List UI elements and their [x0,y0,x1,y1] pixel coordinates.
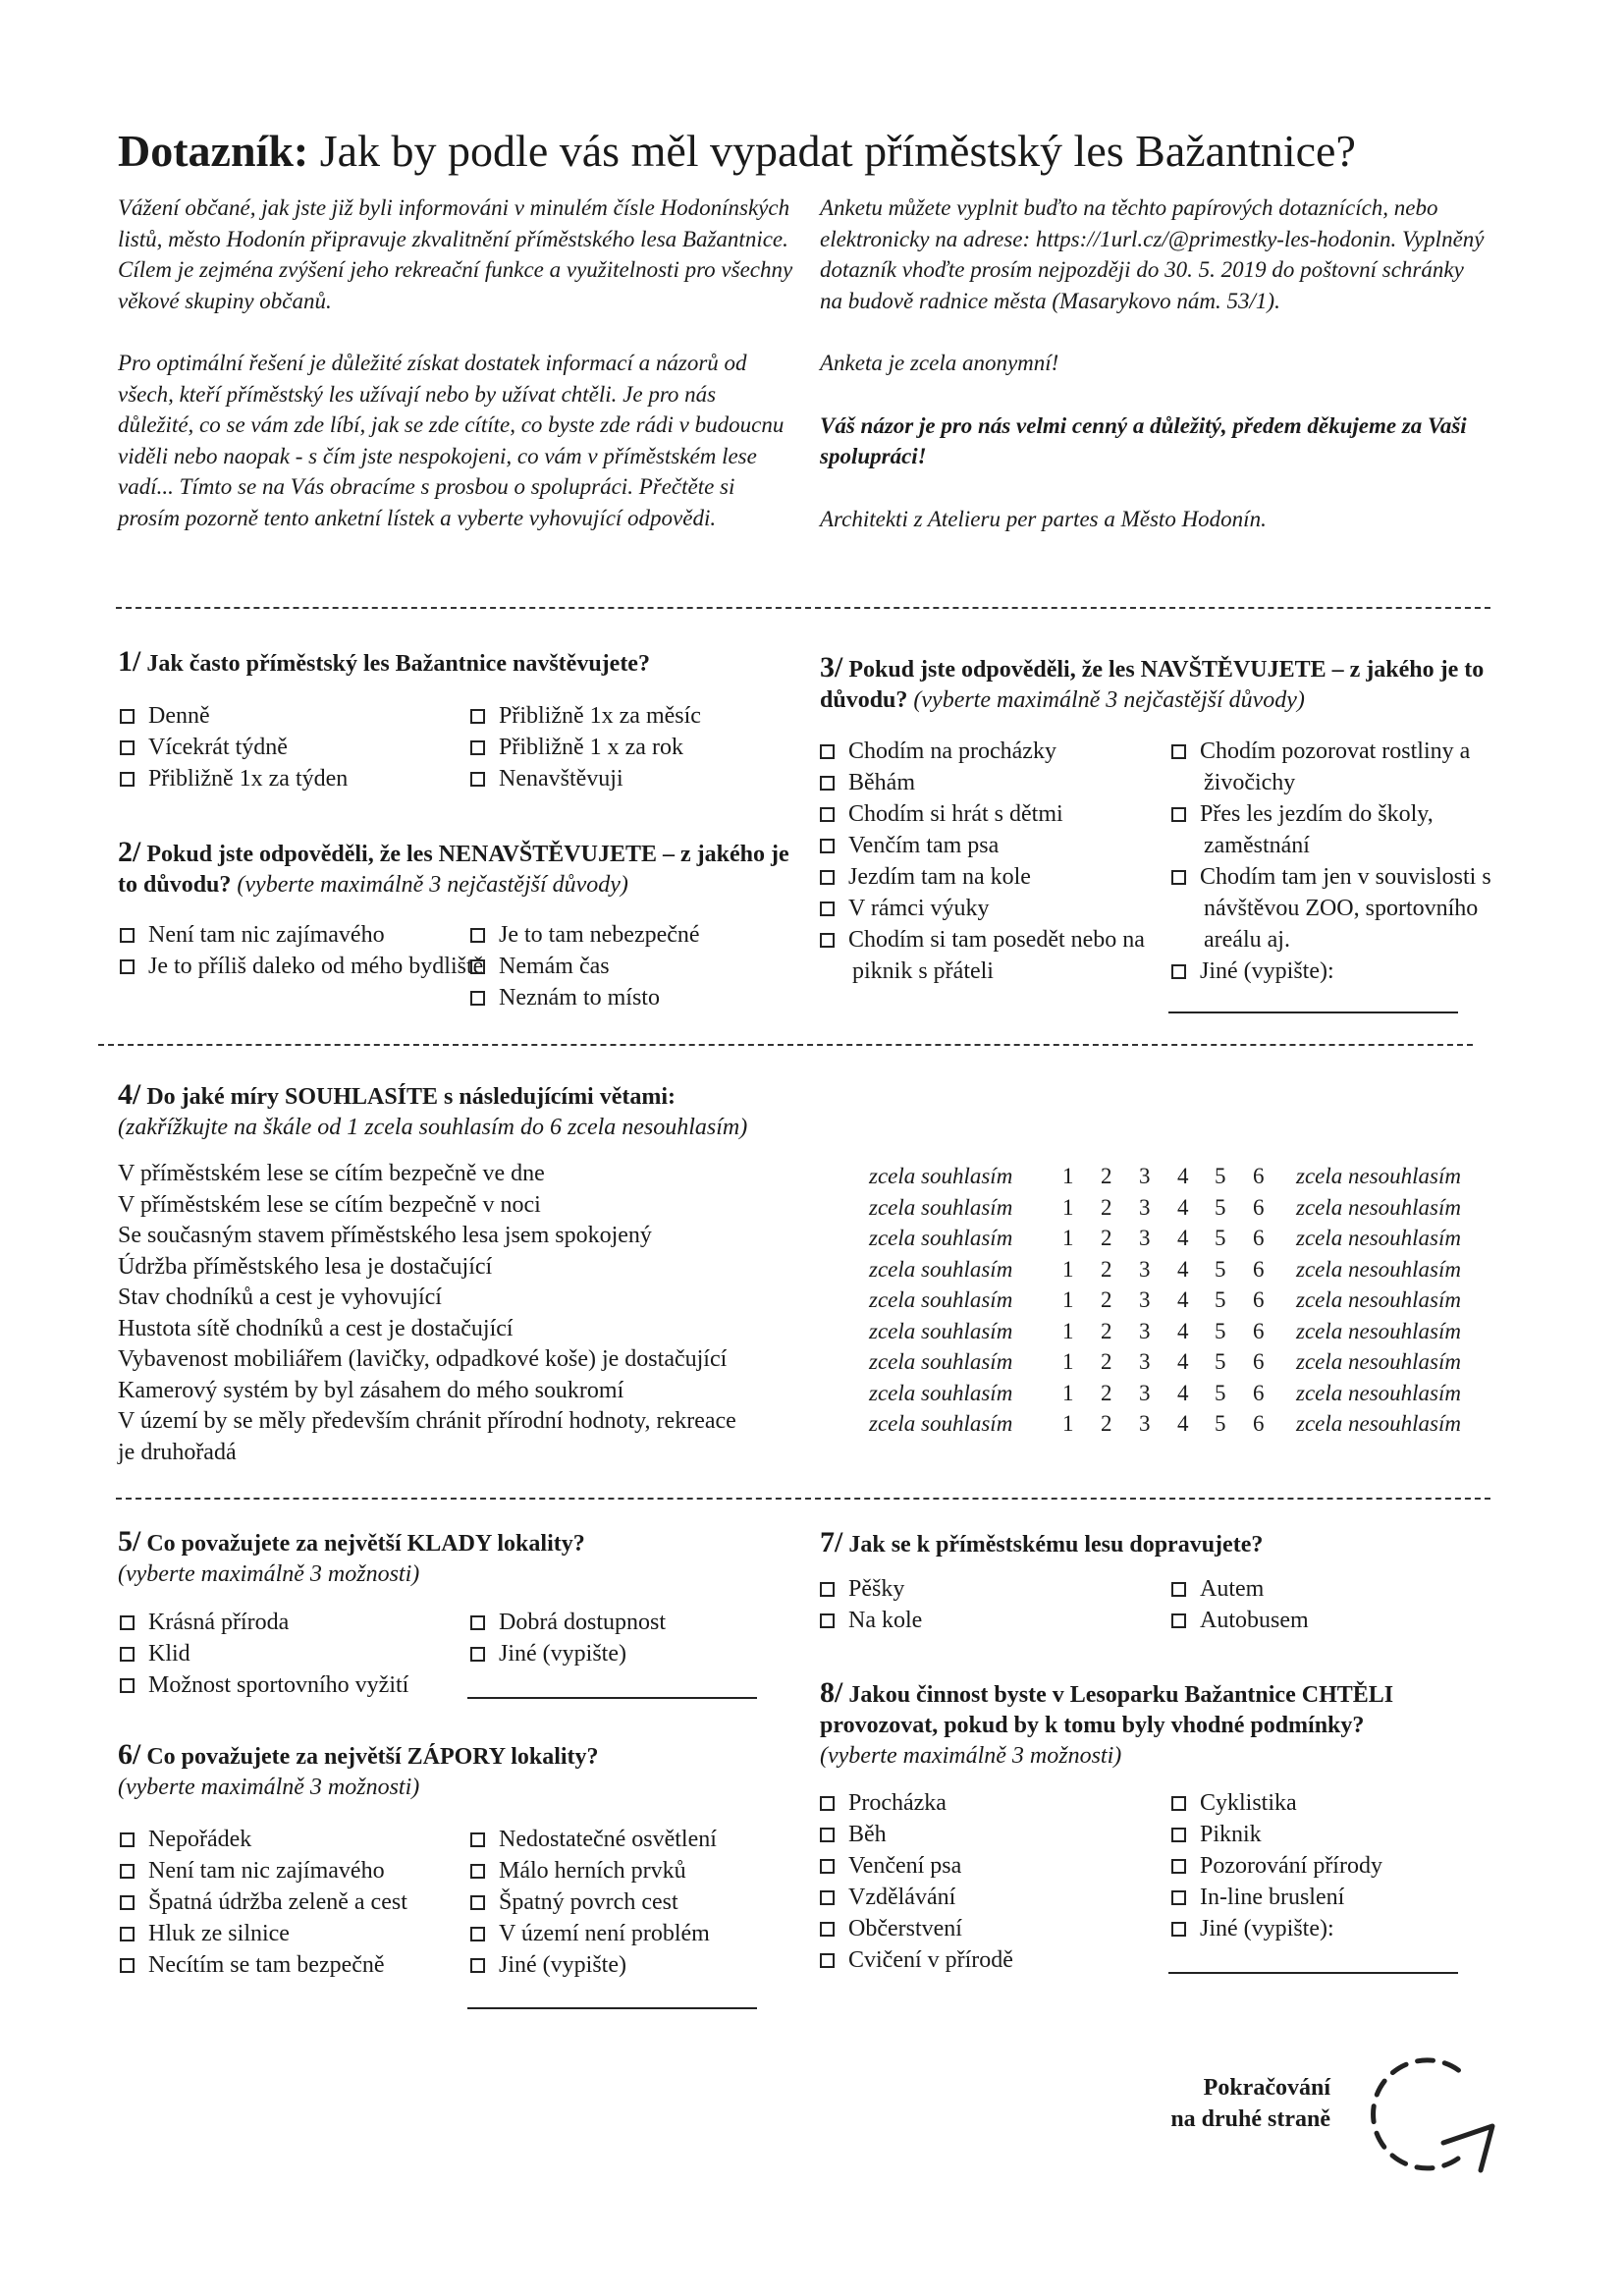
intro-right [820,192,1488,566]
scale-right-label: zcela nesouhlasím [1296,1195,1462,1220]
question-5 [118,1526,805,1590]
intro-anonymous: Anketa je zcela anonymní! [820,351,1059,375]
continue-note [1129,2072,1330,2135]
question-6 [118,1739,805,1803]
option-q3[interactable]: V rámci výuky [820,893,990,924]
scale-right-label: zcela nesouhlasím [1296,1319,1462,1343]
question-text: Pokud jste odpověděli, že les NENAVŠTĚVUJETE – z jakého je to důvodu? [118,842,789,898]
scale-value[interactable]: 4 [1177,1349,1189,1374]
scale-value[interactable]: 2 [1101,1411,1112,1436]
scale-value[interactable]: 1 [1062,1349,1074,1374]
scale-value[interactable]: 6 [1253,1319,1265,1343]
checkbox-icon[interactable] [470,1927,485,1941]
statement: Údržba příměstského lesa je dostačující [118,1254,493,1280]
scale-value[interactable]: 5 [1215,1349,1226,1374]
scale-value[interactable]: 2 [1101,1349,1112,1374]
question-3 [820,652,1488,716]
option-q6[interactable]: Necítím se tam bezpečně [120,1949,385,1981]
scale-value[interactable]: 3 [1139,1164,1151,1188]
question-1 [118,646,805,680]
option-q8[interactable]: Občerstvení [820,1913,962,1944]
checkbox-icon[interactable] [820,1828,835,1842]
scale-value[interactable]: 4 [1177,1226,1189,1250]
checkbox-icon[interactable] [1171,964,1186,979]
option-q8[interactable]: Piknik [1171,1819,1262,1850]
checkbox-icon[interactable] [470,1895,485,1910]
scale-value[interactable]: 1 [1062,1411,1074,1436]
intro-signature: Architekti z Atelieru per partes a Město Hodonín. [820,506,1267,531]
option-q2[interactable]: Neznám to místo [470,982,660,1013]
option-q6[interactable]: Nepořádek [120,1824,251,1855]
question-hint: (vyberte maximálně 3 nejčastější důvody) [913,687,1305,713]
option-q3[interactable]: Chodím si tam posedět nebo na piknik s přáteli [820,924,1176,987]
checkbox-icon[interactable] [1171,1922,1186,1937]
write-in-line[interactable] [1168,1972,1458,1974]
checkbox-icon[interactable] [1171,1890,1186,1905]
scale-value[interactable]: 1 [1062,1195,1074,1220]
scale-value[interactable]: 4 [1177,1319,1189,1343]
option-q5[interactable]: Klid [120,1638,190,1669]
scale-value[interactable]: 5 [1215,1411,1226,1436]
option-q8[interactable]: Pozorování přírody [1171,1850,1382,1882]
scale-value[interactable]: 3 [1139,1319,1151,1343]
scale-value[interactable]: 4 [1177,1257,1189,1282]
checkbox-icon[interactable] [1171,1613,1186,1628]
checkbox-icon[interactable] [120,1927,135,1941]
scale-left-label: zcela souhlasím [869,1164,1013,1188]
option-q1[interactable]: Přibližně 1x za týden [120,763,348,794]
statement: Kamerový systém by byl zásahem do mého soukromí [118,1378,624,1403]
scale-right-label: zcela nesouhlasím [1296,1257,1462,1282]
checkbox-icon[interactable] [470,772,485,787]
option-q6[interactable]: Špatný povrch cest [470,1886,678,1918]
checkbox-icon[interactable] [820,744,835,759]
option-q8[interactable]: Cyklistika [1171,1787,1297,1819]
option-q8[interactable]: Venčení psa [820,1850,961,1882]
checkbox-icon[interactable] [120,740,135,755]
option-q3[interactable]: Chodím si hrát s dětmi [820,798,1063,830]
checkbox-icon[interactable] [470,1647,485,1662]
checkbox-icon[interactable] [1171,1828,1186,1842]
option-q6[interactable]: Nedostatečné osvětlení [470,1824,717,1855]
checkbox-icon[interactable] [470,1615,485,1630]
statement: Vybavenost mobiliářem (lavičky, odpadkové koše) je dostačující [118,1346,728,1372]
intro-paragraph: Vážení občané, jak jste již byli informováni v minulém čísle Hodonínských listů, město Hodonín připravuje zkvalitnění příměstského lesa Bažantnice. Cílem je zejména zvýšení jeho rekreační funkce a využitelnosti pro všechny věkové skupiny občanů. [118,195,793,313]
scale-value[interactable]: 6 [1253,1411,1265,1436]
option-q3[interactable]: Chodím pozorovat rostliny a živočichy [1171,736,1528,798]
scale-value[interactable]: 4 [1177,1287,1189,1312]
checkbox-icon[interactable] [820,1796,835,1811]
scale-value[interactable]: 6 [1253,1287,1265,1312]
scale-left-label: zcela souhlasím [869,1349,1013,1374]
option-q6[interactable]: V území není problém [470,1918,710,1949]
checkbox-icon[interactable] [120,1864,135,1879]
option-q3[interactable]: Chodím na procházky [820,736,1056,767]
scale-value[interactable]: 1 [1062,1319,1074,1343]
option-q5[interactable]: Možnost sportovního vyžití [120,1669,408,1701]
checkbox-icon[interactable] [820,1922,835,1937]
option-q2[interactable]: Je to příliš daleko od mého bydliště [120,951,486,982]
checkbox-icon[interactable] [120,1958,135,1973]
statement: Stav chodníků a cest je vyhovující [118,1285,442,1310]
option-q5[interactable]: Krásná příroda [120,1607,289,1638]
option-q8[interactable]: Vzdělávání [820,1882,955,1913]
question-number: 5/ [118,1525,141,1558]
scale-right-label: zcela nesouhlasím [1296,1164,1462,1188]
scale-right-label: zcela nesouhlasím [1296,1349,1462,1374]
question-text: Pokud jste odpověděli, že les NAVŠTĚVUJETE – z jakého je to důvodu? [820,657,1485,713]
intro-instructions: Anketu můžete vyplnit buďto na těchto papírových dotaznících, nebo elektronicky na adrese: https://1url.cz/@primestky-les-hodonin. Vyplněný dotazník vhoďte prosím nejpozději do 30. 5. 2019 do poštovní schránky na budově radnice města (Masarykovo nám. 53/1). [820,195,1485,313]
question-4 [118,1079,1100,1143]
scale-value[interactable]: 5 [1215,1226,1226,1250]
scale-value[interactable]: 5 [1215,1257,1226,1282]
question-hint: (zakřížkujte na škále od 1 zcela souhlasím do 6 zcela nesouhlasím) [118,1115,748,1140]
option-q2[interactable]: Není tam nic zajímavého [120,919,385,951]
checkbox-icon[interactable] [1171,744,1186,759]
scale-value[interactable]: 1 [1062,1257,1074,1282]
question-7 [820,1527,1488,1560]
continue-line: Pokračování [1203,2075,1330,2101]
option-q3[interactable]: Přes les jezdím do školy, zaměstnání [1171,798,1528,861]
option-q1[interactable]: Nenavštěvuji [470,763,623,794]
scale-value[interactable]: 2 [1101,1319,1112,1343]
option-q5[interactable]: Dobrá dostupnost [470,1607,666,1638]
checkbox-icon[interactable] [820,776,835,791]
scale-left-label: zcela souhlasím [869,1195,1013,1220]
option-q3[interactable]: Chodím tam jen v souvislosti s návštěvou ZOO, sportovního areálu aj. [1171,861,1528,956]
checkbox-icon[interactable] [120,772,135,787]
question-text: Do jaké míry SOUHLASÍTE s následujícími větami: [146,1084,677,1110]
scale-value[interactable]: 3 [1139,1349,1151,1374]
option-q2[interactable]: Nemám čas [470,951,610,982]
scale-value[interactable]: 4 [1177,1381,1189,1405]
statement: Se současným stavem příměstského lesa jsem spokojený [118,1223,652,1248]
statement: V území by se měly především chránit přírodní hodnoty, rekreace je druhořadá [118,1408,736,1465]
statement: V příměstském lese se cítím bezpečně ve dne [118,1161,545,1186]
checkbox-icon[interactable] [820,870,835,885]
divider [116,1498,1490,1500]
scale-value[interactable]: 4 [1177,1411,1189,1436]
option-q1[interactable]: Přibližně 1 x za rok [470,732,683,763]
checkbox-icon[interactable] [470,709,485,724]
scale-value[interactable]: 6 [1253,1195,1265,1220]
option-q1[interactable]: Přibližně 1x za měsíc [470,700,701,732]
scale-left-label: zcela souhlasím [869,1226,1013,1250]
statement: Hustota sítě chodníků a cest je dostačující [118,1316,514,1341]
checkbox-icon[interactable] [820,1613,835,1628]
checkbox-icon[interactable] [820,1582,835,1597]
question-hint: (vyberte maximálně 3 možnosti) [118,1561,420,1587]
scale-left-label: zcela souhlasím [869,1319,1013,1343]
question-text: Co považujete za největší ZÁPORY lokality? [146,1744,599,1770]
continue-line: na druhé straně [1170,2106,1330,2132]
scale-value[interactable]: 2 [1101,1381,1112,1405]
scale-value[interactable]: 3 [1139,1381,1151,1405]
option-q8[interactable]: Procházka [820,1787,947,1819]
divider [98,1044,1473,1046]
scale-value[interactable]: 2 [1101,1164,1112,1188]
option-q1[interactable]: Denně [120,700,210,732]
turn-page-icon [1345,2033,1502,2190]
option-q8[interactable]: In-line bruslení [1171,1882,1344,1913]
scale-value[interactable]: 5 [1215,1195,1226,1220]
checkbox-icon[interactable] [120,1832,135,1847]
scale-value[interactable]: 4 [1177,1195,1189,1220]
checkbox-icon[interactable] [1171,807,1186,822]
option-q6[interactable]: Hluk ze silnice [120,1918,290,1949]
scale-value[interactable]: 6 [1253,1381,1265,1405]
option-q6[interactable]: Špatná údržba zeleně a cest [120,1886,407,1918]
scale-value[interactable]: 6 [1253,1349,1265,1374]
question-number: 1/ [118,645,141,678]
question-text: Jak se k příměstskému lesu dopravujete? [848,1532,1264,1558]
checkbox-icon[interactable] [470,991,485,1006]
checkbox-icon[interactable] [820,933,835,948]
scale-value[interactable]: 3 [1139,1287,1151,1312]
scale-value[interactable]: 6 [1253,1164,1265,1188]
scale-right-label: zcela nesouhlasím [1296,1287,1462,1312]
checkbox-icon[interactable] [470,928,485,943]
scale-value[interactable]: 3 [1139,1226,1151,1250]
scale-value[interactable]: 1 [1062,1164,1074,1188]
scale-value[interactable]: 2 [1101,1226,1112,1250]
question-number: 2/ [118,836,141,868]
question-hint: (vyberte maximálně 3 možnosti) [820,1743,1122,1769]
intro-left [118,192,795,565]
scale-value[interactable]: 3 [1139,1411,1151,1436]
scale-value[interactable]: 6 [1253,1226,1265,1250]
option-q5[interactable]: Jiné (vypište) [470,1638,626,1669]
scale-value[interactable]: 2 [1101,1195,1112,1220]
scale-value[interactable]: 5 [1215,1164,1226,1188]
checkbox-icon[interactable] [120,1647,135,1662]
question-number: 4/ [118,1078,141,1111]
checkbox-icon[interactable] [1171,870,1186,885]
option-q6[interactable]: Málo herních prvků [470,1855,686,1886]
scale-value[interactable]: 2 [1101,1257,1112,1282]
write-in-line[interactable] [467,1697,757,1699]
page-title [118,124,1356,179]
checkbox-icon[interactable] [470,1958,485,1973]
checkbox-icon[interactable] [470,959,485,974]
option-q7[interactable]: Autobusem [1171,1605,1309,1636]
scale-value[interactable]: 4 [1177,1164,1189,1188]
option-q3[interactable]: Jiné (vypište): [1171,956,1334,987]
scale-value[interactable]: 1 [1062,1287,1074,1312]
checkbox-icon[interactable] [120,928,135,943]
checkbox-icon[interactable] [820,1890,835,1905]
option-q3[interactable]: Venčím tam psa [820,830,999,861]
statement: V příměstském lese se cítím bezpečně v noci [118,1192,541,1218]
write-in-line[interactable] [1168,1011,1458,1013]
question-number: 6/ [118,1738,141,1771]
scale-value[interactable]: 1 [1062,1381,1074,1405]
checkbox-icon[interactable] [820,902,835,916]
checkbox-icon[interactable] [120,1615,135,1630]
scale-value[interactable]: 1 [1062,1226,1074,1250]
checkbox-icon[interactable] [470,740,485,755]
question-2 [118,837,795,901]
option-q8[interactable]: Cvičení v přírodě [820,1944,1013,1976]
scale-right-label: zcela nesouhlasím [1296,1226,1462,1250]
question-text: Co považujete za největší KLADY lokality? [146,1531,585,1557]
question-text: Jakou činnost byste v Lesoparku Bažantnice CHTĚLI provozovat, pokud by k tomu byly vhodné podmínky? [820,1682,1394,1738]
title-label: Dotazník: [118,126,309,176]
divider [116,607,1490,609]
write-in-line[interactable] [467,2007,757,2009]
scale-left-label: zcela souhlasím [869,1287,1013,1312]
question-text: Jak často příměstský les Bažantnice navštěvujete? [146,651,650,677]
option-q7[interactable]: Autem [1171,1573,1264,1605]
checkbox-icon[interactable] [120,959,135,974]
option-q8[interactable]: Běh [820,1819,887,1850]
scale-value[interactable]: 5 [1215,1319,1226,1343]
checkbox-icon[interactable] [120,1678,135,1693]
scale-left-label: zcela souhlasím [869,1411,1013,1436]
scale-value[interactable]: 3 [1139,1195,1151,1220]
intro-thanks: Váš názor je pro nás velmi cenný a důležitý, předem děkujeme za Vaši spolupráci! [820,412,1467,468]
checkbox-icon[interactable] [120,709,135,724]
option-q7[interactable]: Na kole [820,1605,922,1636]
scale-left-label: zcela souhlasím [869,1257,1013,1282]
checkbox-icon[interactable] [820,839,835,853]
scale-left-label: zcela souhlasím [869,1381,1013,1405]
scale-value[interactable]: 5 [1215,1287,1226,1312]
option-q1[interactable]: Vícekrát týdně [120,732,288,763]
option-q3[interactable]: Běhám [820,767,915,798]
checkbox-icon[interactable] [820,1859,835,1874]
checkbox-icon[interactable] [120,1895,135,1910]
intro-paragraph: Pro optimální řešení je důležité získat dostatek informací a názorů od všech, kteří příměstský les užívají nebo by užívat chtěli. Je pro nás důležité, co se vám zde líbí, jak se zde cítíte, co byste zde rádi v budoucnu viděli nebo naopak - s čím jste nespokojeni, co vám v příměstském lese vadí... Tímto se na Vás obracíme s prosbou o spolupráci. Přečtěte si prosím pozorně tento anketní lístek a vyberte vyhovující odpovědi. [118,351,785,530]
question-hint: (vyberte maximálně 3 možnosti) [118,1775,420,1800]
option-q6[interactable]: Jiné (vypište) [470,1949,626,1981]
scale-right-label: zcela nesouhlasím [1296,1381,1462,1405]
scale-right-label: zcela nesouhlasím [1296,1411,1462,1436]
question-number: 3/ [820,651,843,683]
checkbox-icon[interactable] [820,807,835,822]
option-q7[interactable]: Pěšky [820,1573,904,1605]
checkbox-icon[interactable] [470,1864,485,1879]
option-q6[interactable]: Není tam nic zajímavého [120,1855,385,1886]
scale-value[interactable]: 3 [1139,1257,1151,1282]
checkbox-icon[interactable] [820,1953,835,1968]
option-q2[interactable]: Je to tam nebezpečné [470,919,700,951]
scale-value[interactable]: 2 [1101,1287,1112,1312]
scale-value[interactable]: 6 [1253,1257,1265,1282]
title-text: Jak by podle vás měl vypadat příměstský les Bažantnice? [308,126,1356,176]
checkbox-icon[interactable] [470,1832,485,1847]
checkbox-icon[interactable] [1171,1796,1186,1811]
scale-value[interactable]: 5 [1215,1381,1226,1405]
checkbox-icon[interactable] [1171,1582,1186,1597]
question-number: 8/ [820,1676,843,1709]
option-q3[interactable]: Jezdím tam na kole [820,861,1031,893]
question-number: 7/ [820,1526,843,1558]
question-hint: (vyberte maximálně 3 nejčastější důvody) [237,872,628,898]
option-q8[interactable]: Jiné (vypište): [1171,1913,1334,1944]
checkbox-icon[interactable] [1171,1859,1186,1874]
question-8 [820,1677,1488,1772]
